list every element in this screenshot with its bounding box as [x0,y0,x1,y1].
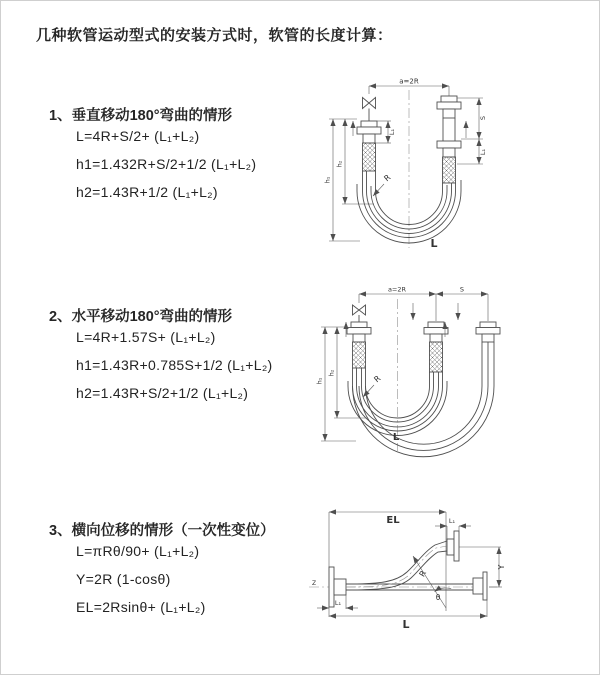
formula-length: L=4R+S/2+ (L₁+L₂) [76,128,200,144]
dim-h2-label: h₂ [335,160,344,168]
dim-span-label: a=2R [387,285,407,294]
dim-h1-label: h₁ [323,176,332,184]
formula-h2: h2=1.43R+1/2 (L₁+L₂) [76,184,218,200]
dim-y-label: Y [497,564,506,570]
valve-icon [353,305,366,322]
dim-l1-label: L₁ [388,128,396,136]
right-flange-fitting [476,322,500,342]
diagram-vertical-180-bend [316,76,591,261]
dim-l1-label: L₁ [334,599,342,607]
formula-length: L=4R+1.57S+ (L₁+L₂) [76,329,216,345]
section-lateral-displacement [49,519,275,621]
braided-hose-section [443,157,456,183]
center-flange-fitting [424,322,448,372]
dim-l-label: L [430,237,438,250]
dim-h1-label: h₁ [315,377,324,385]
section-1-heading: 1、垂直移动180°弯曲的情形 [49,108,233,124]
formula-length: L=πRθ/90+ (L₁+L₂) [76,543,200,559]
radius-label: R [372,373,383,385]
dim-l-label: L [392,432,400,443]
hose-s-curve [346,541,447,590]
dim-l1-label: L₁ [479,148,487,156]
displaced-flange-fitting [447,531,459,561]
page-title: 几种软管运动型式的安装方式时，软管的长度计算： [36,27,393,44]
braided-hose-section [353,342,366,368]
left-flange-fitting [347,322,371,368]
formula-h1: h1=1.432R+S/2+1/2 (L₁+L₂) [76,156,257,172]
dim-l-label: L [402,618,410,631]
hose-u-bend-position2 [353,342,495,457]
section-horizontal-movement [49,305,273,407]
right-flange-fitting-lower [437,141,461,183]
dim-span-label: a=2R [399,77,419,86]
braided-hose-section [363,143,376,171]
dim-h2-label: h₂ [327,369,336,377]
datum-z-label: Z [311,580,317,587]
section-3-heading: 3、横向位移的情形（一次性变位） [49,523,275,539]
right-flange-fitting [473,572,487,600]
valve-icon [363,98,376,122]
right-flange-fitting-upper [437,96,461,118]
left-flange-fitting [357,121,381,171]
radius-label: R [382,172,393,184]
section-2-heading: 2、水平移动180°弯曲的情形 [49,309,233,325]
dim-s-label: S [479,115,487,121]
formula-h2: h2=1.43R+S/2+1/2 (L₁+L₂) [76,385,249,401]
formula-el: EL=2Rsinθ+ (L₁+L₂) [76,599,206,615]
radius-label: R [417,569,429,579]
formula-h1: h1=1.43R+0.785S+1/2 (L₁+L₂) [76,357,273,373]
section-vertical-movement [49,104,256,206]
dim-s-label: S [459,285,465,294]
diagram-lateral-displacement [301,499,600,654]
braided-hose-section [430,342,443,372]
formula-y: Y=2R (1-cosθ) [76,571,171,587]
diagram-horizontal-180-bend [311,281,600,459]
dim-el-label: EL [386,515,400,526]
theta-label: θ [435,593,441,602]
dim-l1-label: L₁ [448,517,456,525]
